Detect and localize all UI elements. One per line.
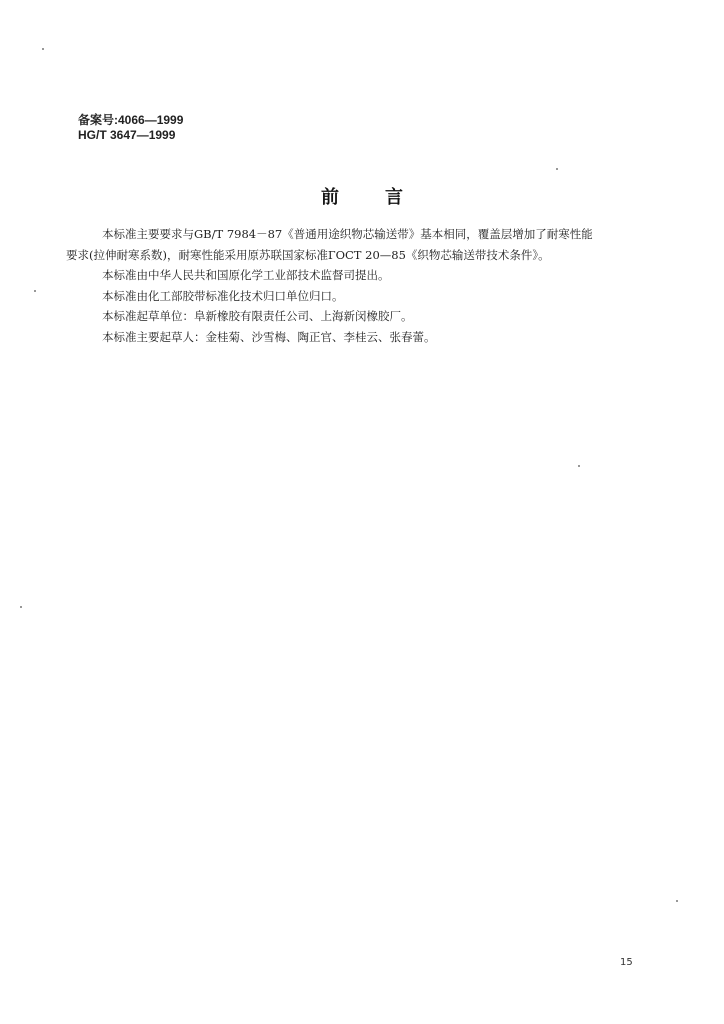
- filing-number: 备案号:4066—1999: [78, 113, 184, 127]
- standard-code: HG/T 3647—1999: [78, 128, 176, 142]
- scan-speck: [20, 606, 22, 608]
- page-title: 前言: [321, 187, 449, 208]
- paragraph-proposer: 本标准由中华人民共和国原化学工业部技术监督司提出。: [102, 268, 390, 282]
- scan-speck: [34, 290, 36, 292]
- scan-speck: [42, 48, 44, 50]
- paragraph-1-line-2: 要求(拉伸耐寒系数)，耐寒性能采用原苏联国家标准ГОСТ 20—85《织物芯输送带技术条件》。: [66, 247, 550, 262]
- scan-speck: [556, 168, 558, 170]
- page-number: 15: [620, 957, 633, 968]
- foreword-body: [66, 224, 660, 347]
- document-identifiers: [78, 113, 183, 143]
- paragraph-administrator: 本标准由化工部胶带标准化技术归口单位归口。: [102, 288, 344, 303]
- paragraph-1-line-1: 本标准主要要求与GB/T 7984－87《普通用途织物芯输送带》基本相同，覆盖层增加了耐寒性能: [102, 227, 593, 241]
- scan-speck: [676, 900, 678, 902]
- paragraph-drafting-units: 本标准起草单位：阜新橡胶有限责任公司、上海新闵橡胶厂。: [102, 309, 413, 323]
- scan-speck: [578, 465, 580, 467]
- paragraph-drafters: 本标准主要起草人：金桂菊、沙雪梅、陶正官、李桂云、张春蕾。: [102, 329, 436, 344]
